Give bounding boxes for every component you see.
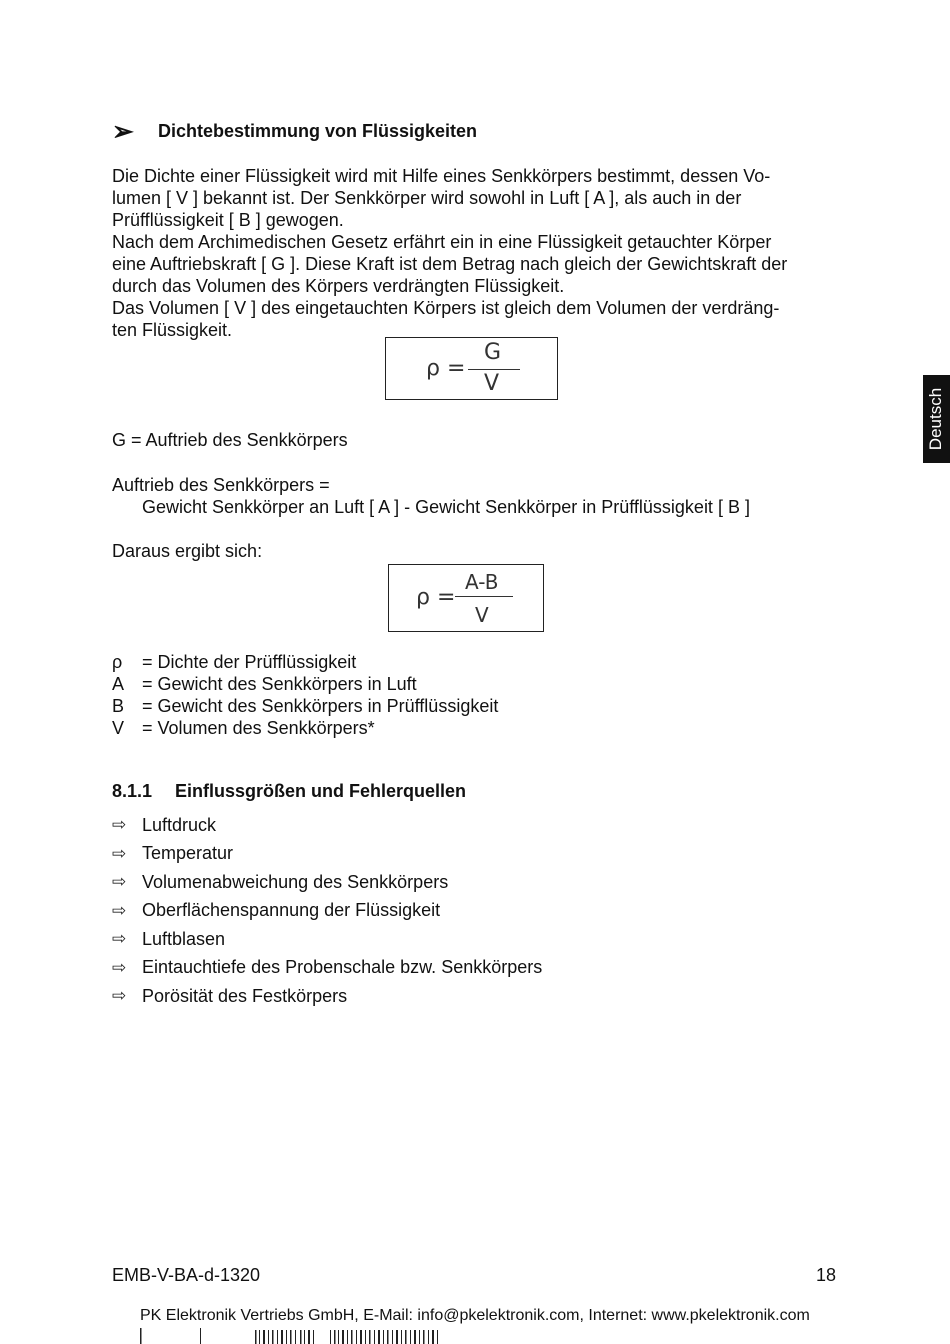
- buoyancy-line-1: Auftrieb des Senkkörpers =: [112, 475, 330, 495]
- barcode-strip: [140, 1326, 440, 1344]
- contact-line: PK Elektronik Vertriebs GmbH, E-Mail: info@pkelektronik.com, Internet: www.pkelektronik.com: [140, 1307, 810, 1324]
- legend-symbol: ρ: [112, 652, 123, 672]
- list-item-label: Porösität des Festkörpers: [142, 985, 348, 1006]
- legend-row: [112, 717, 498, 739]
- buoyancy-line-2: Gewicht Senkkörper an Luft [ A ] - Gewicht Senkkörper in Prüfflüssigkeit [ B ]: [142, 497, 750, 517]
- paragraph-line: Nach dem Archimedischen Gesetz erfährt ein in eine Flüssigkeit getauchter Körper: [112, 232, 772, 252]
- formula-numerator: G: [484, 340, 502, 365]
- subsection-number: 8.1.1: [112, 781, 153, 801]
- paragraph-line: Das Volumen [ V ] des eingetauchten Körpers ist gleich dem Volumen der verdräng-: [112, 298, 780, 318]
- language-tab-label: Deutsch: [926, 387, 946, 451]
- paragraph-line: lumen [ V ] bekannt ist. Der Senkkörper wird sowohl in Luft [ A ], als auch in der: [112, 188, 742, 208]
- list-item: [112, 868, 542, 897]
- paragraph-line: durch das Volumen des Körpers verdrängten Flüssigkeit.: [112, 276, 565, 296]
- legend-text: = Gewicht des Senkkörpers in Prüfflüssigkeit: [142, 696, 499, 716]
- fraction-line: [455, 596, 513, 597]
- legend-row: [112, 695, 498, 717]
- arrow-right-icon: ⇨: [112, 986, 127, 1006]
- formula-denominator: V: [475, 603, 489, 627]
- paragraph-line: Die Dichte einer Flüssigkeit wird mit Hilfe eines Senkkörpers bestimmt, dessen Vo-: [112, 166, 771, 186]
- legend-text: = Volumen des Senkkörpers*: [142, 718, 375, 738]
- formula-lhs: ρ =: [426, 356, 466, 381]
- document-code: EMB-V-BA-d-1320: [112, 1265, 261, 1285]
- list-item-label: Temperatur: [142, 843, 234, 864]
- symbol-legend: [112, 651, 498, 739]
- arrow-right-icon: ⇨: [112, 900, 127, 920]
- language-tab: [923, 375, 950, 463]
- list-item-label: Volumenabweichung des Senkkörpers: [142, 871, 449, 892]
- legend-symbol: A: [112, 674, 125, 694]
- paragraph-line: ten Flüssigkeit.: [112, 320, 233, 340]
- subsection-title: Einflussgrößen und Fehlerquellen: [175, 781, 467, 801]
- legend-row: [112, 651, 498, 673]
- subsection-heading: [112, 781, 466, 802]
- arrow-right-icon: ⇨: [112, 815, 127, 835]
- list-item-label: Eintauchtiefe des Probenschale bzw. Senkkörpers: [142, 957, 543, 978]
- list-item: [112, 840, 542, 869]
- page-number: 18: [816, 1265, 837, 1285]
- formula-denominator: V: [484, 371, 500, 396]
- paragraph-line: Prüfflüssigkeit [ B ] gewogen.: [112, 210, 344, 230]
- arrow-right-icon: ⇨: [112, 872, 127, 892]
- definition-g: G = Auftrieb des Senkkörpers: [112, 430, 348, 450]
- paragraph-line: eine Auftriebskraft [ G ]. Diese Kraft ist dem Betrag nach gleich der Gewichtskraft der: [112, 254, 788, 274]
- formula-density-box: [385, 337, 558, 400]
- arrow-right-icon: ⇨: [112, 957, 127, 977]
- arrow-right-icon: ⇨: [112, 929, 127, 949]
- arrow-bullet-icon: ➢: [112, 116, 134, 146]
- section-heading: [112, 118, 477, 144]
- formula-lhs: ρ =: [416, 585, 456, 610]
- list-item: [112, 954, 542, 983]
- list-item-label: Luftblasen: [142, 928, 226, 949]
- list-item-label: Oberflächenspannung der Flüssigkeit: [142, 900, 441, 921]
- intro-paragraph: [112, 165, 842, 341]
- list-item-label: Luftdruck: [142, 814, 217, 835]
- result-intro: Daraus ergibt sich:: [112, 541, 263, 561]
- list-item: [112, 982, 542, 1011]
- list-item: [112, 925, 542, 954]
- formula-result-box: [388, 564, 544, 632]
- legend-symbol: B: [112, 696, 125, 716]
- legend-row: [112, 673, 498, 695]
- legend-text: = Gewicht des Senkkörpers in Luft: [142, 674, 417, 694]
- legend-text: = Dichte der Prüfflüssigkeit: [142, 652, 357, 672]
- fraction-line: [468, 369, 520, 370]
- arrow-right-icon: ⇨: [112, 843, 127, 863]
- factors-list: [112, 811, 542, 1011]
- list-item: [112, 811, 542, 840]
- legend-symbol: V: [112, 718, 125, 738]
- formula-numerator: A-B: [465, 570, 499, 594]
- section-heading-text: Dichtebestimmung von Flüssigkeiten: [158, 120, 478, 141]
- list-item: [112, 897, 542, 926]
